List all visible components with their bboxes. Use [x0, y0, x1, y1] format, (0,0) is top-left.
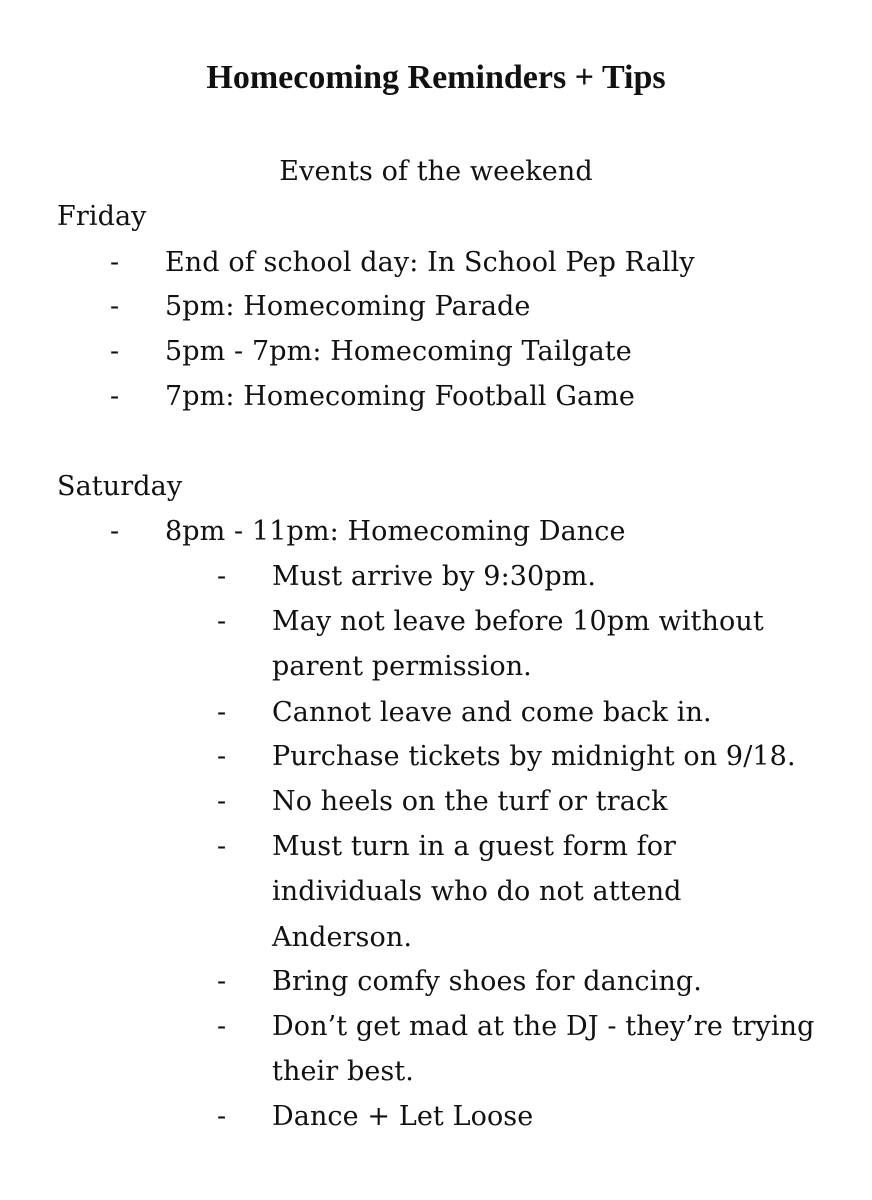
bullet-dash: -: [217, 1011, 227, 1042]
document-title: Homecoming Reminders + Tips: [206, 59, 666, 96]
dance-tip: Must arrive by 9:30pm.: [272, 561, 597, 592]
bullet-dash: -: [217, 561, 227, 592]
bullet-dash: -: [110, 291, 120, 322]
bullet-dash: -: [217, 741, 227, 772]
dance-tip: Bring comfy shoes for dancing.: [272, 966, 702, 997]
bullet-dash: -: [217, 966, 227, 997]
dance-tip: Cannot leave and come back in.: [272, 697, 712, 728]
dance-tip: Purchase tickets by midnight on 9/18.: [272, 741, 796, 772]
dance-tip-continued: Anderson.: [272, 922, 413, 953]
friday-heading: Friday: [57, 201, 147, 232]
dance-tip: Must turn in a guest form for: [272, 831, 677, 862]
saturday-event: 8pm - 11pm: Homecoming Dance: [165, 516, 626, 547]
friday-item: 7pm: Homecoming Football Game: [165, 381, 635, 412]
bullet-dash: -: [217, 786, 227, 817]
bullet-dash: -: [217, 697, 227, 728]
dance-tip-continued: individuals who do not attend: [272, 876, 682, 907]
bullet-dash: -: [217, 1101, 227, 1132]
saturday-heading: Saturday: [57, 471, 183, 502]
bullet-dash: -: [110, 381, 120, 412]
events-subtitle: Events of the weekend: [279, 156, 593, 187]
bullet-dash: -: [110, 247, 120, 278]
friday-item: 5pm - 7pm: Homecoming Tailgate: [165, 336, 632, 367]
bullet-dash: -: [217, 606, 227, 637]
friday-item: 5pm: Homecoming Parade: [165, 291, 531, 322]
dance-tip-continued: their best.: [272, 1056, 414, 1087]
dance-tip-continued: parent permission.: [272, 651, 532, 682]
dance-tip: No heels on the turf or track: [272, 786, 668, 817]
dance-tip: Don’t get mad at the DJ - they’re trying: [272, 1011, 815, 1042]
bullet-dash: -: [217, 831, 227, 862]
dance-tip: Dance + Let Loose: [272, 1101, 534, 1132]
bullet-dash: -: [110, 336, 120, 367]
dance-tip: May not leave before 10pm without: [272, 606, 764, 637]
bullet-dash: -: [110, 516, 120, 547]
friday-item: End of school day: In School Pep Rally: [165, 247, 695, 278]
